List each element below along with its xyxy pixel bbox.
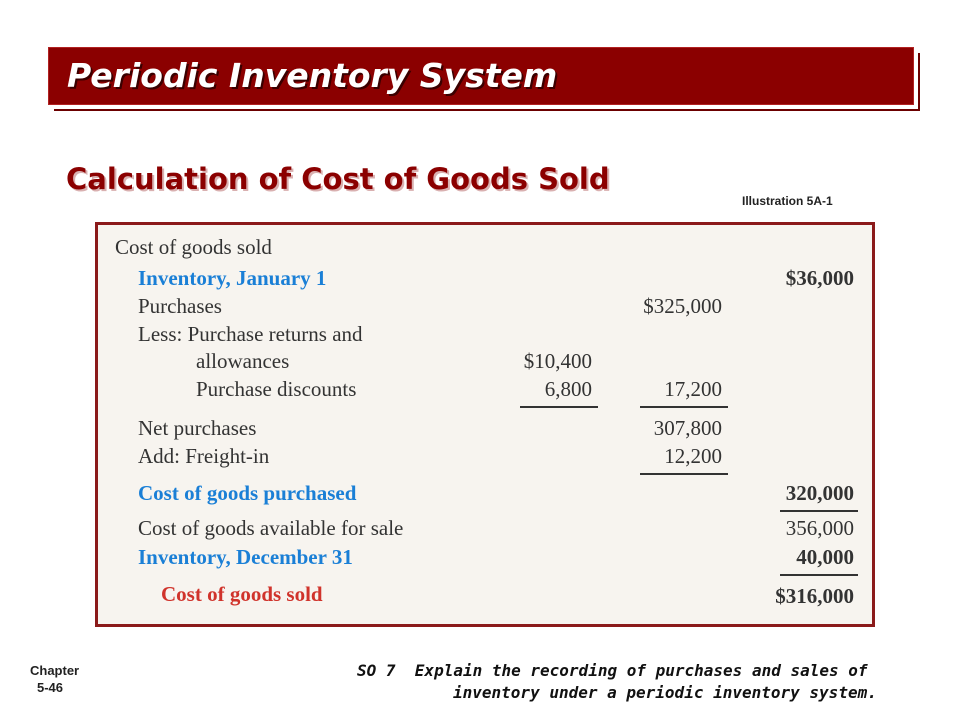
slide-subtitle: Calculation of Cost of Goods Sold xyxy=(66,162,610,196)
purchases-label: Purchases xyxy=(138,294,222,318)
freight-in-label: Add: Freight-in xyxy=(138,444,270,468)
chapter-page: 5-46 xyxy=(36,680,64,695)
underline-col2-b xyxy=(640,473,728,475)
net-purchases-amount: 307,800 xyxy=(653,416,722,440)
cogs-statement xyxy=(95,222,875,627)
study-objective-line1: SO 7 Explain the recording of purchases and sales of xyxy=(357,661,868,680)
inventory-jan-amount: $36,000 xyxy=(785,266,854,290)
chapter-text: Chapter xyxy=(30,663,80,678)
statement-heading: Cost of goods sold xyxy=(115,235,272,259)
inventory-jan-label: Inventory, January 1 xyxy=(138,266,327,290)
cogs-label: Cost of goods sold xyxy=(161,582,323,606)
allowances-amount: $10,400 xyxy=(523,349,592,373)
study-objective xyxy=(357,660,937,704)
purchases-amount: $325,000 xyxy=(643,294,722,318)
available-label: Cost of goods available for sale xyxy=(138,516,404,540)
illustration-label: Illustration 5A-1 xyxy=(742,194,833,208)
title-banner xyxy=(48,47,914,105)
freight-in-amount: 12,200 xyxy=(664,444,722,468)
cogs-amount: $316,000 xyxy=(775,584,854,608)
inventory-dec-amount: 40,000 xyxy=(796,545,854,569)
inventory-dec-label: Inventory, December 31 xyxy=(138,545,353,569)
underline-col3-b xyxy=(780,574,858,576)
underline-col2-a xyxy=(640,406,728,408)
net-purchases-label: Net purchases xyxy=(138,416,257,440)
less-total-amount: 17,200 xyxy=(664,377,722,401)
cogp-label: Cost of goods purchased xyxy=(138,481,357,505)
slide-title: Periodic Inventory System xyxy=(67,56,558,95)
underline-col3-a xyxy=(780,510,858,512)
allowances-label: allowances xyxy=(196,349,290,373)
less-returns-label: Less: Purchase returns and xyxy=(138,322,363,346)
discounts-label: Purchase discounts xyxy=(196,377,357,401)
underline-col1 xyxy=(520,406,598,408)
study-objective-line2: inventory under a periodic inventory system. xyxy=(453,683,877,702)
discounts-amount: 6,800 xyxy=(544,377,592,401)
chapter-label xyxy=(30,662,80,696)
cogp-amount: 320,000 xyxy=(785,481,854,505)
available-amount: 356,000 xyxy=(785,516,854,540)
